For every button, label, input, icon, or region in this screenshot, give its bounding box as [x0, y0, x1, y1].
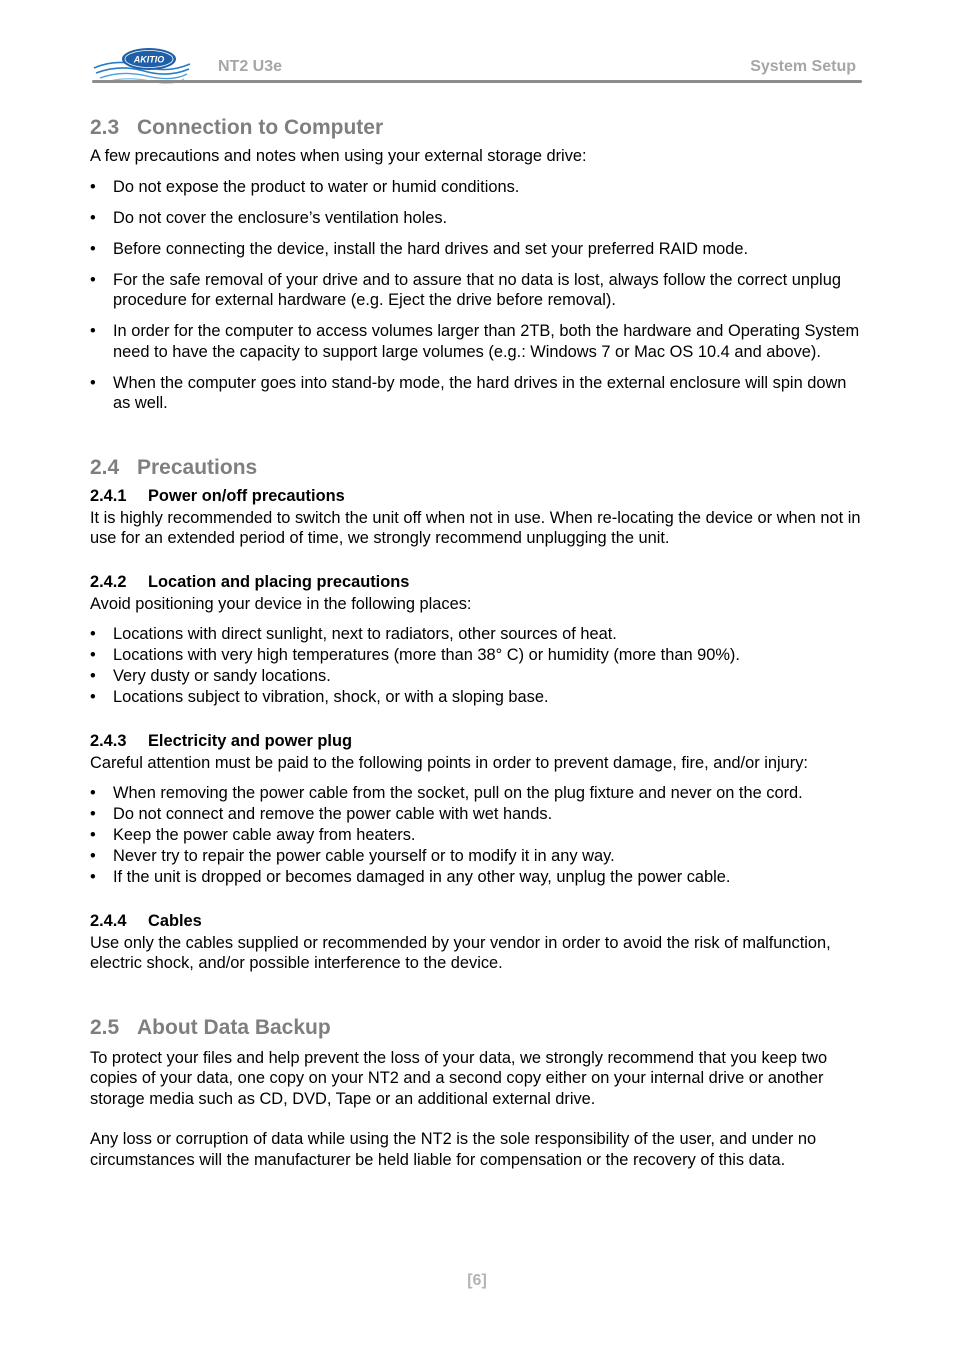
- page-number: [6]: [467, 1272, 487, 1289]
- bullet-icon: •: [90, 270, 96, 289]
- section-2-5-paragraph-2: Any loss or corruption of data while using the NT2 is the sole responsibility of the user, and under no circumstances will the manufacturer be held liable for compensation or the recovery of this data.: [90, 1130, 817, 1169]
- list-item: • For the safe removal of your drive and to assure that no data is lost, always follow the correct unplug procedure for external hardware (e.g. Eject the drive before removal).: [90, 270, 841, 309]
- list-item: • Never try to repair the power cable yourself or to modify it in any way.: [90, 847, 615, 865]
- section-heading-2-5: 2.5 About Data Backup: [90, 1015, 331, 1039]
- list-item: • Before connecting the device, install the hard drives and set your preferred RAID mode.: [90, 239, 749, 258]
- subsection-2-4-3-list: [90, 783, 865, 888]
- bullet-icon: •: [90, 239, 96, 258]
- bullet-icon: •: [90, 177, 96, 196]
- bullet-icon: •: [90, 847, 96, 865]
- bullet-icon: •: [90, 646, 96, 664]
- list-item: • Do not connect and remove the power cable with wet hands.: [90, 805, 553, 823]
- page-content: [90, 114, 865, 1170]
- subsection-2-4-2-list: [90, 624, 865, 708]
- bullet-icon: •: [90, 868, 96, 886]
- subsection-heading-2-4-1: 2.4.1 Power on/off precautions: [90, 486, 345, 505]
- bullet-icon: •: [90, 784, 96, 802]
- subsection-2-4-4-text: Use only the cables supplied or recommended by your vendor in order to avoid the risk of malfunction, electric shock, and/or possible interference to the device.: [90, 933, 831, 972]
- bullet-icon: •: [90, 826, 96, 844]
- subsection-heading-2-4-2: 2.4.2 Location and placing precautions: [90, 572, 410, 591]
- list-item: • Do not expose the product to water or humid conditions.: [90, 177, 520, 196]
- section-2-3-list: [90, 177, 865, 414]
- subsection-2-4-1-text: It is highly recommended to switch the unit off when not in use. When re-locating the device or when not in use for an extended period of time, we strongly recommend unplugging the unit.: [90, 508, 861, 547]
- list-item: • Very dusty or sandy locations.: [90, 667, 331, 685]
- bullet-icon: •: [90, 373, 96, 392]
- bullet-icon: •: [90, 805, 96, 823]
- header-section-name: System Setup: [750, 58, 856, 75]
- subsection-2-4-3-intro: Careful attention must be paid to the following points in order to prevent damage, fire, and/or injury:: [90, 753, 808, 772]
- bullet-icon: •: [90, 625, 96, 643]
- page-header: [0, 0, 954, 100]
- list-item: • Do not cover the enclosure’s ventilation holes.: [90, 208, 448, 227]
- bullet-icon: •: [90, 667, 96, 685]
- bullet-icon: •: [90, 208, 96, 227]
- section-heading-2-3: 2.3 Connection to Computer: [90, 116, 384, 139]
- bullet-icon: •: [90, 688, 96, 706]
- list-item: • Keep the power cable away from heaters.: [90, 826, 416, 844]
- list-item: • Locations with direct sunlight, next to radiators, other sources of heat.: [90, 625, 617, 643]
- section-heading-2-4: 2.4 Precautions: [90, 455, 258, 479]
- subsection-heading-2-4-3: 2.4.3 Electricity and power plug: [90, 731, 353, 750]
- list-item: • When the computer goes into stand-by mode, the hard drives in the external enclosure will spin down as well.: [90, 373, 847, 412]
- akitio-logo-icon: [92, 44, 192, 84]
- section-2-5-paragraph-1: To protect your files and help prevent the loss of your data, we strongly recommend that you keep two copies of your data, one copy on your NT2 and a second copy either on your internal drive or another storage media such as CD, DVD, Tape or an additional external drive.: [90, 1048, 828, 1108]
- list-item: • Locations subject to vibration, shock, or with a sloping base.: [90, 688, 549, 706]
- list-item: • If the unit is dropped or becomes damaged in any other way, unplug the power cable.: [90, 868, 731, 886]
- header-divider: [92, 80, 862, 83]
- subsection-heading-2-4-4: 2.4.4 Cables: [90, 911, 202, 930]
- header-product-name: NT2 U3e: [218, 58, 283, 75]
- logo-text: AKITIO: [133, 54, 165, 65]
- subsection-2-4-2-intro: Avoid positioning your device in the following places:: [90, 594, 472, 613]
- bullet-icon: •: [90, 322, 96, 340]
- section-2-3-intro: A few precautions and notes when using your external storage drive:: [90, 147, 587, 165]
- list-item: • In order for the computer to access volumes larger than 2TB, both the hardware and Operating System need to have the capacity to support large volumes (e.g.: Windows 7 or Mac OS 10.4 and above).: [90, 322, 860, 361]
- list-item: • Locations with very high temperatures (more than 38° C) or humidity (more than 90%).: [90, 646, 740, 664]
- list-item: • When removing the power cable from the socket, pull on the plug fixture and never on the cord.: [90, 784, 803, 802]
